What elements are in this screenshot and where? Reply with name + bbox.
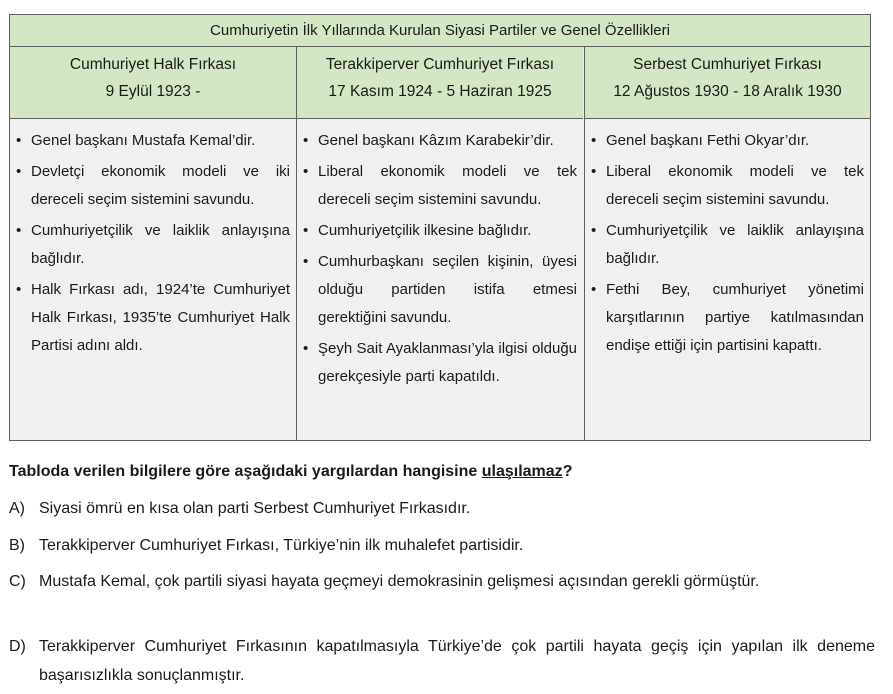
option-b[interactable] bbox=[9, 531, 875, 560]
option-text: Mustafa Kemal, çok partili siyasi hayata geçmeyi demokrasinin gelişmesi açısından gerekli görmüştür. bbox=[39, 573, 760, 590]
option-text: Siyasi ömrü en kısa olan parti Serbest Cumhuriyet Fırkasıdır. bbox=[39, 500, 471, 517]
option-text: Terakkiperver Cumhuriyet Fırkasının kapatılmasıyla Türkiye’de çok partili hayata geçiş için yapılan ilk deneme başarısızlıkla sonuçlanmıştır. bbox=[39, 638, 875, 684]
option-label: B) bbox=[9, 537, 25, 554]
table-title: Cumhuriyetin İlk Yıllarında Kurulan Siyasi Partiler ve Genel Özellikleri bbox=[10, 15, 870, 47]
list-item: • Genel başkanı Fethi Okyar’dır. bbox=[585, 127, 870, 155]
option-a[interactable] bbox=[9, 494, 875, 523]
party-dates: 17 Kasım 1924 - 5 Haziran 1925 bbox=[328, 83, 552, 100]
column-body-chf bbox=[10, 119, 296, 440]
option-c[interactable] bbox=[9, 567, 875, 596]
column-body-tcf bbox=[297, 119, 583, 440]
list-item: • Liberal ekonomik modeli ve tek dereceli seçim sistemini savundu. bbox=[585, 158, 870, 214]
column-body-scf bbox=[585, 119, 870, 440]
column-header-tcf bbox=[297, 47, 583, 119]
option-d[interactable] bbox=[9, 632, 875, 690]
list-item: • Devletçi ekonomik modeli ve iki dereceli seçim sistemini savundu. bbox=[10, 158, 296, 214]
option-label: D) bbox=[9, 638, 26, 655]
party-name: Cumhuriyet Halk Fırkası bbox=[69, 56, 237, 73]
list-item: • Fethi Bey, cumhuriyet yönetimi karşıtlarının partiye katılmasından endişe ettiği için partisini kapattı. bbox=[585, 276, 870, 360]
party-dates: 9 Eylül 1923 - bbox=[105, 83, 201, 100]
list-item: • Cumhurbaşkanı seçilen kişinin, üyesi olduğu partiden istifa etmesi gerektiğini savundu. bbox=[297, 248, 583, 332]
list-item: • Genel başkanı Kâzım Karabekir’dir. bbox=[297, 127, 583, 155]
column-header-scf bbox=[585, 47, 870, 119]
question-suffix: ? bbox=[562, 463, 573, 480]
list-item: • Cumhuriyetçilik ve laiklik anlayışına bağlıdır. bbox=[585, 217, 870, 273]
option-label: A) bbox=[9, 500, 25, 517]
list-item: • Genel başkanı Mustafa Kemal’dir. bbox=[10, 127, 296, 155]
list-item: • Cumhuriyetçilik ve laiklik anlayışına bağlıdır. bbox=[10, 217, 296, 273]
list-item: • Liberal ekonomik modeli ve tek dereceli seçim sistemini savundu. bbox=[297, 158, 583, 214]
question-stem bbox=[9, 461, 879, 483]
parties-table bbox=[9, 14, 871, 441]
list-item: • Cumhuriyetçilik ilkesine bağlıdır. bbox=[297, 217, 583, 245]
question-prefix: Tabloda verilen bilgilere göre aşağıdaki yargılardan hangisine bbox=[9, 463, 482, 480]
party-name: Terakkiperver Cumhuriyet Fırkası bbox=[325, 56, 555, 73]
question-keyword: ulaşılamaz bbox=[481, 463, 563, 480]
party-name: Serbest Cumhuriyet Fırkası bbox=[633, 56, 822, 73]
option-label: C) bbox=[9, 573, 26, 590]
list-item: • Halk Fırkası adı, 1924’te Cumhuriyet Halk Fırkası, 1935’te Cumhuriyet Halk Partisi adını aldı. bbox=[10, 276, 296, 360]
column-header-chf bbox=[10, 47, 296, 119]
option-text: Terakkiperver Cumhuriyet Fırkası, Türkiye’nin ilk muhalefet partisidir. bbox=[39, 537, 524, 554]
list-item: • Şeyh Sait Ayaklanması’yla ilgisi olduğu gerekçesiyle parti kapatıldı. bbox=[297, 335, 583, 391]
party-dates: 12 Ağustos 1930 - 18 Aralık 1930 bbox=[613, 83, 842, 100]
